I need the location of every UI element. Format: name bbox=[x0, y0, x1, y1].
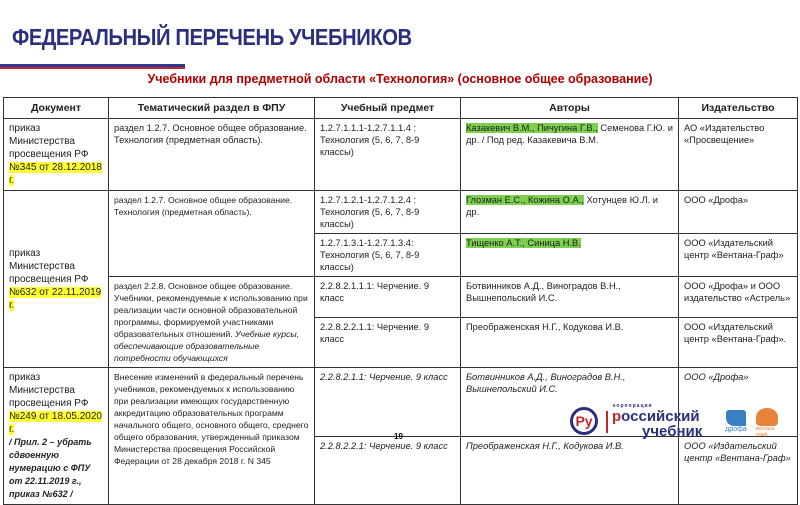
publisher-cell: ООО «Дрофа» и ООО издательство «Астрель» bbox=[679, 277, 798, 318]
document-number: №632 от 22.11.2019 г. bbox=[9, 286, 102, 311]
document-number: №249 от 18.05.2020 г. bbox=[9, 411, 102, 435]
drofa-logo-text: дрофа bbox=[725, 426, 747, 433]
publisher-cell: ООО «Издательский центр «Вентана-Граф». bbox=[679, 317, 798, 367]
document-cell bbox=[4, 368, 109, 505]
section-cell: раздел 1.2.7. Основное общее образование. Технология (предметная область). bbox=[109, 119, 315, 191]
subject-cell: 2.2.8.2.2.1: Черчение. 9 класс bbox=[315, 436, 461, 505]
section-text: раздел 2.2.8. Основное общее образование. Учебники, рекомендуемые к использованию при реализации части основной образовательной программы, формируемой участниками образовательных отношений. bbox=[114, 281, 308, 339]
section-cell bbox=[109, 277, 315, 368]
ventana-butterfly-icon bbox=[756, 408, 778, 426]
page-number: 19 bbox=[394, 432, 403, 441]
authors-cell: Преображенская Н.Г., Кодукова И.В. bbox=[461, 436, 679, 505]
section-italic-note: Учебные курсы, обеспечивающие образовательные потребности обучающихся bbox=[114, 329, 300, 363]
table-row bbox=[4, 119, 798, 191]
authors-highlight: Казакевич В.М., Пичугина Г.В., bbox=[466, 123, 598, 133]
table-header-row bbox=[4, 98, 798, 119]
document-cell bbox=[4, 191, 109, 368]
subject-cell: 2.2.8.2.2.1.1: Черчение. 9 класс bbox=[315, 317, 461, 367]
publisher-cell: ООО «Издательский центр «Вентана-Граф» bbox=[679, 234, 798, 277]
page-title: ФЕДЕРАЛЬНЫЙ ПЕРЕЧЕНЬ УЧЕБНИКОВ bbox=[12, 24, 412, 50]
logo-corporation-text: корпорация bbox=[613, 403, 653, 409]
subject-cell: 2.2.8.2.1.1.1: Черчение. 9 класс bbox=[315, 277, 461, 318]
subject-cell: 1.2.7.1.2.1-1.2.7.1.2.4 : Технология (5, 6, 7, 8-9 классы) bbox=[315, 191, 461, 234]
authors-cell: Ботвинников А.Д., Виноградов В.Н., Вышнепольский И.С. bbox=[461, 368, 679, 437]
drofa-logo bbox=[723, 410, 749, 440]
authors-cell: Ботвинников А.Д., Виноградов В.Н., Вышнепольский И.С. bbox=[461, 277, 679, 318]
logo-line2: учебник bbox=[642, 423, 703, 440]
section-cell: Внесение изменений в федеральный перечень учебников, рекомендуемых к использованию при реализации имеющих государственную аккредитацию образовательных программ начального общего, основного общего, среднего общего образования, утвержденный приказом Министерства просвещения Российской Федерации от 28 декабря 2018 г. N 345 bbox=[109, 368, 315, 505]
authors-cell bbox=[461, 119, 679, 191]
authors-highlight: Тищенко А.Т., Синица Н.В. bbox=[466, 238, 581, 248]
page-subtitle: Учебники для предметной области «Технология» (основное общее образование) bbox=[147, 72, 653, 86]
publisher-cell: АО «Издательство «Просвещение» bbox=[679, 119, 798, 191]
authors-text: Хотунцев Ю.Л. и др. bbox=[466, 195, 658, 217]
subject-cell: 1.2.7.1.1.1-1.2.7.1.1.4 : Технология (5, 6, 7, 8-9 классы) bbox=[315, 119, 461, 191]
title-underline-red bbox=[0, 67, 185, 69]
document-text: приказ Министерства просвещения РФ bbox=[9, 123, 89, 160]
publisher-cell: ООО «Дрофа» bbox=[679, 191, 798, 234]
table-row bbox=[4, 277, 798, 318]
document-text: приказ Министерства просвещения РФ bbox=[9, 372, 89, 409]
ventana-logo-text: вентана граф bbox=[756, 426, 775, 438]
authors-cell: Преображенская Н.Г., Кодукова И.В. bbox=[461, 317, 679, 367]
publisher-cell: ООО «Издательский центр «Вентана-Граф» bbox=[679, 436, 798, 505]
authors-cell bbox=[461, 191, 679, 234]
ru-logo-mark: Ру bbox=[570, 407, 598, 435]
document-cell bbox=[4, 119, 109, 191]
column-header: Учебный предмет bbox=[315, 98, 461, 119]
table-row bbox=[4, 191, 798, 234]
document-number: №345 от 28.12.2018 г. bbox=[9, 162, 102, 186]
logo-letter-r: р bbox=[612, 408, 622, 425]
section-cell: раздел 1.2.7. Основное общее образование. Технология (предметная область). bbox=[109, 191, 315, 277]
rossiyskiy-uchebnik-logo bbox=[570, 405, 715, 445]
document-text: приказ Министерства просвещения РФ bbox=[9, 247, 89, 285]
subject-cell: 1.2.7.1.3.1-1.2.7.1.3.4: Технология (5, 6, 7, 8-9 классы) bbox=[315, 234, 461, 277]
logo-separator bbox=[606, 411, 608, 433]
publisher-cell: ООО «Дрофа» bbox=[679, 368, 798, 437]
column-header: Документ bbox=[4, 98, 109, 119]
subject-cell: 2.2.8.2.1.1: Черчение. 9 класс bbox=[315, 368, 461, 437]
logo-line1-text: оссийский bbox=[621, 408, 700, 425]
document-note: / Прил. 2 – убрать сдвоенную нумерацию с ФПУ от 22.11.2019 г., приказ №632 / bbox=[9, 437, 92, 499]
column-header: Авторы bbox=[461, 98, 679, 119]
column-header: Издательство bbox=[679, 98, 798, 119]
drofa-bird-icon bbox=[726, 410, 746, 426]
ventana-graf-logo bbox=[756, 408, 782, 440]
authors-highlight: Глозман Е.С., Кожина О.А., bbox=[466, 195, 584, 205]
authors-cell bbox=[461, 234, 679, 277]
authors-text: Семенова Г.Ю. и др. / Под ред. Казакевича В.М. bbox=[466, 123, 673, 145]
column-header: Тематический раздел в ФПУ bbox=[109, 98, 315, 119]
